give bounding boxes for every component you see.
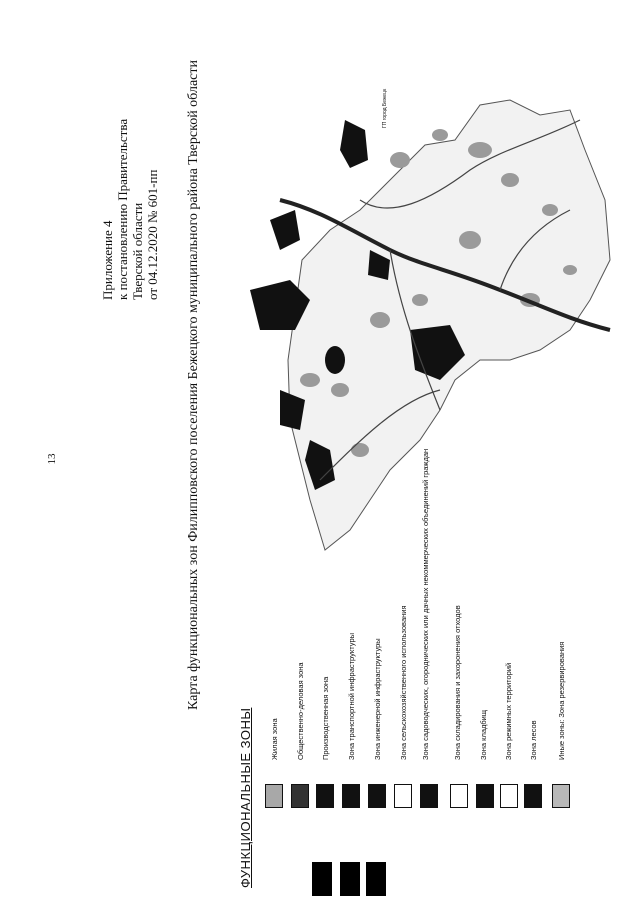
legend-swatch [291,784,309,808]
legend-swatch [342,784,360,808]
legend-block [366,862,386,896]
settlement-boundary [288,100,610,550]
legend-label: Производственная зона [321,676,330,760]
forest-patch [270,210,300,250]
residential-patch [351,443,369,457]
legend-swatch [265,784,283,808]
legend-label: Жилая зона [270,718,279,760]
legend-label: Зона садоводческих, огороднических или дачных некоммерческих объединений граждан [421,448,430,760]
legend-swatch [394,784,412,808]
legend-block [340,862,360,896]
legend-swatch [476,784,494,808]
legend-label: Зона транспортной инфраструктуры [347,632,356,760]
appendix-line-4: от 04.12.2020 № 601-пп [145,169,160,300]
residential-patch [432,129,448,141]
forest-patch [340,120,368,168]
legend-swatch [450,784,468,808]
legend-label: Общественно-деловая зона [296,662,305,760]
appendix-line-2: к постановлению Правительства [115,118,130,300]
legend-swatch [420,784,438,808]
legend-label: Зона складирования и захоронения отходов [453,605,462,760]
page-number: 13 [46,453,58,465]
residential-patch [459,231,481,249]
legend-label: Зона лесов [529,720,538,760]
legend-swatch [524,784,542,808]
appendix-line-1: Приложение 4 [100,220,115,300]
residential-patch [501,173,519,187]
legend-label: Зона сельскохозяйственного использования [399,605,408,760]
legend-swatch [500,784,518,808]
residential-patch [331,383,349,397]
legend-label: Иные зоны: Зона резервирования [557,641,566,760]
forest-patch [325,346,345,374]
residential-patch [468,142,492,158]
legend-swatch [368,784,386,808]
legend-swatch [316,784,334,808]
legend-block [312,862,332,896]
legend-label: Зона кладбищ [479,709,488,760]
map-title: Карта функциональных зон Филипповского поселения Бежецкого муниципального района Тверской области [186,60,201,710]
map-caption: ГП город Бежецк [382,88,388,128]
legend-label: Зона инженерной инфраструктуры [373,638,382,760]
residential-patch [542,204,558,216]
residential-patch [412,294,428,306]
territory-map [240,60,620,560]
legend-swatch [552,784,570,808]
residential-patch [390,152,410,168]
legend-heading: ФУНКЦИОНАЛЬНЫЕ ЗОНЫ [238,707,253,888]
residential-patch [300,373,320,387]
residential-patch [563,265,577,275]
legend-label: Зона режимных территорий [504,662,513,760]
appendix-line-3: Тверской области [130,202,145,300]
residential-patch [370,312,390,328]
